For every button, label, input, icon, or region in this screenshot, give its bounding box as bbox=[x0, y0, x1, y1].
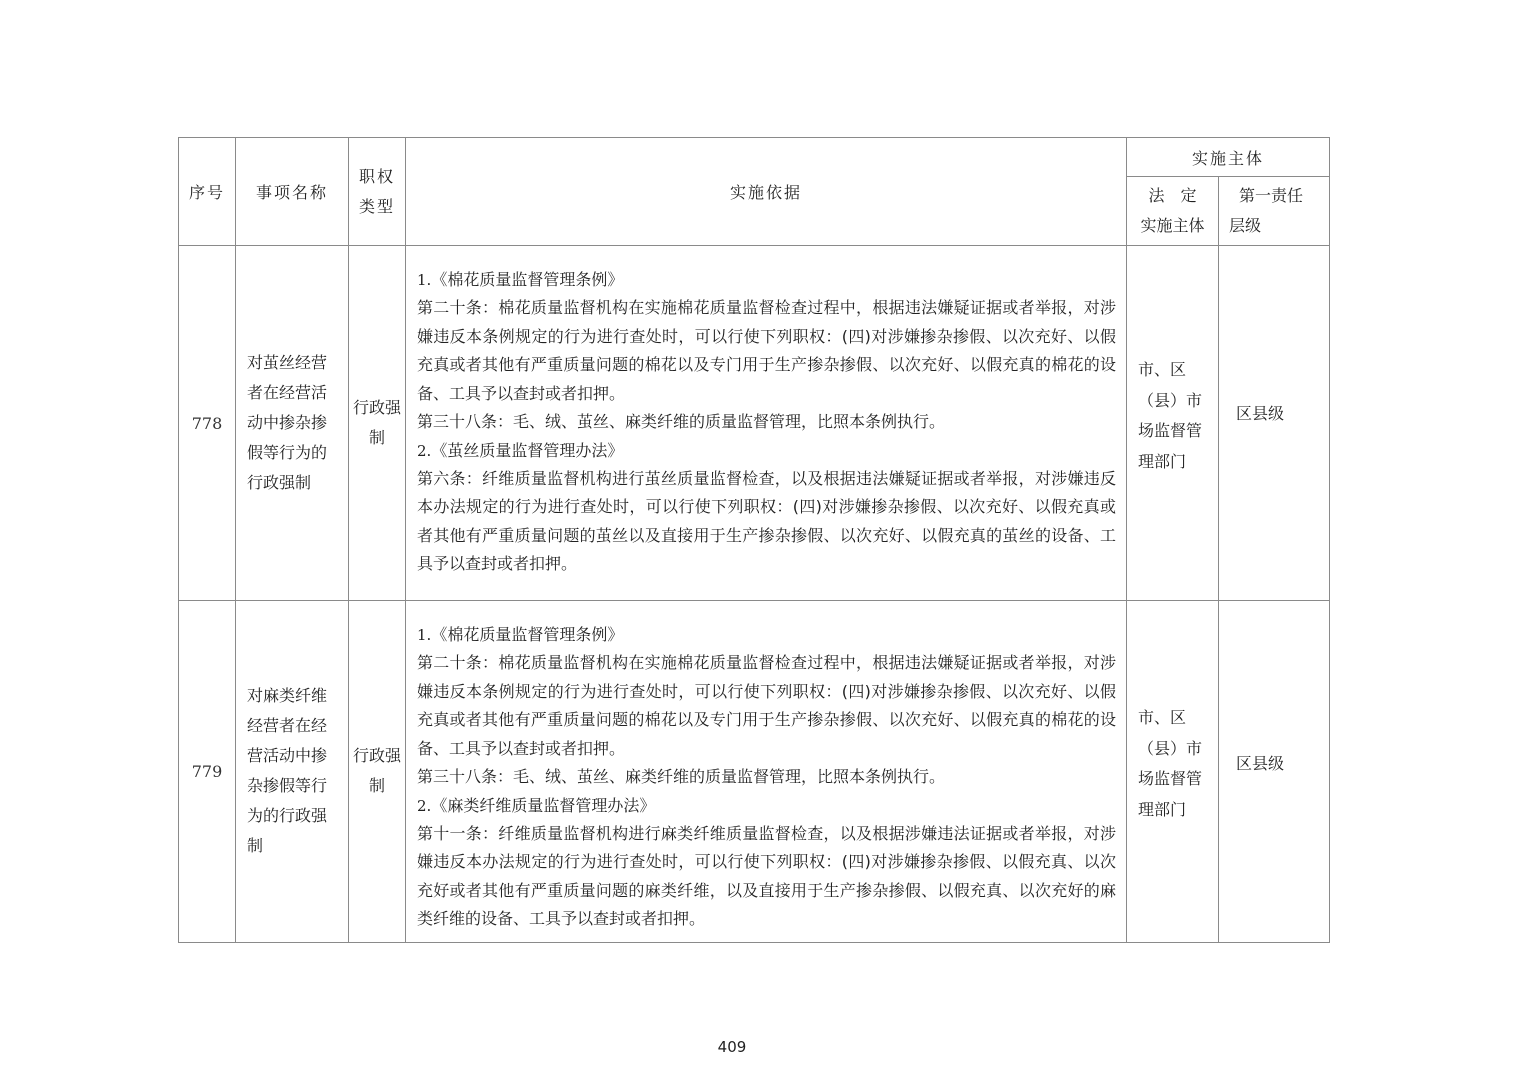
row-first-level-text: 区县级 bbox=[1236, 754, 1285, 773]
row-item-name: 对麻类纤维经营者在经营活动中掺杂掺假等行为的行政强制 bbox=[236, 601, 349, 943]
header-basis: 实施依据 bbox=[406, 138, 1127, 246]
row-legal-subject: 市、区（县）市场监督管理部门 bbox=[1127, 601, 1219, 943]
header-power-type-line2: 类型 bbox=[358, 196, 395, 216]
row-basis bbox=[406, 601, 1127, 943]
row-item-name: 对茧丝经营者在经营活动中掺杂掺假等行为的行政强制 bbox=[236, 246, 349, 601]
power-list-table bbox=[178, 137, 1330, 943]
law-number: 1. bbox=[417, 626, 432, 644]
row-legal-subject: 市、区（县）市场监督管理部门 bbox=[1127, 246, 1219, 601]
law-title bbox=[417, 266, 1116, 294]
row-serial: 779 bbox=[179, 601, 236, 943]
law-number: 2. bbox=[417, 796, 432, 815]
header-legal-subject-line2: 实施主体 bbox=[1140, 216, 1205, 235]
row-first-level bbox=[1219, 601, 1330, 943]
page-number: 409 bbox=[717, 1038, 747, 1056]
law-name: 《茧丝质量监督管理办法》 bbox=[431, 440, 624, 460]
row-basis bbox=[406, 246, 1127, 601]
law-article: 第十一条：纤维质量监督机构进行麻类纤维质量监督检查，以及根据涉嫌违法证据或者举报，对涉嫌违反本办法规定的行为进行查处时，可以行使下列职权：(四)对涉嫌掺杂掺假、以假充真、以次充好或者其他有严重质量问题的麻类纤维，以及直接用于生产掺杂掺假、以假充真、以次充好的麻类纤维的设备、工具予以查封或者扣押。 bbox=[417, 823, 1116, 928]
law-number: 2. bbox=[417, 441, 432, 460]
law-title bbox=[417, 437, 1116, 465]
header-power-type bbox=[349, 138, 406, 246]
header-row-1 bbox=[179, 138, 1330, 177]
header-item-name: 事项名称 bbox=[236, 138, 349, 246]
row-serial: 778 bbox=[179, 246, 236, 601]
header-subject: 实施主体 bbox=[1127, 138, 1330, 177]
law-article: 第二十条：棉花质量监督机构在实施棉花质量监督检查过程中，根据违法嫌疑证据或者举报，对涉嫌违反本条例规定的行为进行查处时，可以行使下列职权：(四)对涉嫌掺杂掺假、以次充好、以假充真或者其他有严重质量问题的棉花以及专门用于生产掺杂掺假、以次充好、以假充真的棉花的设备、工具予以查封或者扣押。 bbox=[417, 653, 1116, 758]
law-article: 第六条：纤维质量监督机构进行茧丝质量监督检查，以及根据违法嫌疑证据或者举报，对涉嫌违反本办法规定的行为进行查处时，可以行使下列职权：(四)对涉嫌掺杂掺假、以次充好、以假充真或者其他有严重质量问题的茧丝以及直接用于生产掺杂掺假、以次充好、以假充真的茧丝的设备、工具予以查封或者扣押。 bbox=[417, 468, 1116, 573]
header-serial: 序号 bbox=[179, 138, 236, 246]
law-name: 《棉花质量监督管理条例》 bbox=[431, 625, 624, 644]
law-title bbox=[417, 621, 1116, 649]
row-first-level bbox=[1219, 246, 1330, 601]
table-row bbox=[179, 246, 1330, 601]
header-first-level-line2: 层级 bbox=[1229, 216, 1262, 235]
header-power-type-line1: 职权 bbox=[358, 166, 395, 186]
row-power-type: 行政强制 bbox=[349, 601, 406, 943]
header-legal-subject-line1: 法 定 bbox=[1148, 186, 1197, 205]
row-first-level-text: 区县级 bbox=[1236, 404, 1285, 423]
law-title bbox=[417, 792, 1116, 820]
law-article: 第二十条：棉花质量监督机构在实施棉花质量监督检查过程中，根据违法嫌疑证据或者举报，对涉嫌违反本条例规定的行为进行查处时，可以行使下列职权：(四)对涉嫌掺杂掺假、以次充好、以假充真或者其他有严重质量问题的棉花以及专门用于生产掺杂掺假、以次充好、以假充真的棉花的设备、工具予以查封或者扣押。 bbox=[417, 298, 1116, 403]
law-article: 第三十八条：毛、绒、茧丝、麻类纤维的质量监督管理，比照本条例执行。 bbox=[417, 767, 946, 786]
header-first-level-line1: 第一责任 bbox=[1239, 186, 1304, 205]
header-legal-subject bbox=[1127, 177, 1219, 246]
law-number: 1. bbox=[417, 271, 432, 289]
table-row bbox=[179, 601, 1330, 943]
law-article: 第三十八条：毛、绒、茧丝、麻类纤维的质量监督管理，比照本条例执行。 bbox=[417, 412, 946, 431]
law-name: 《棉花质量监督管理条例》 bbox=[431, 270, 624, 289]
law-name: 《麻类纤维质量监督管理办法》 bbox=[431, 795, 656, 815]
row-power-type: 行政强制 bbox=[349, 246, 406, 601]
header-first-level bbox=[1219, 177, 1330, 246]
